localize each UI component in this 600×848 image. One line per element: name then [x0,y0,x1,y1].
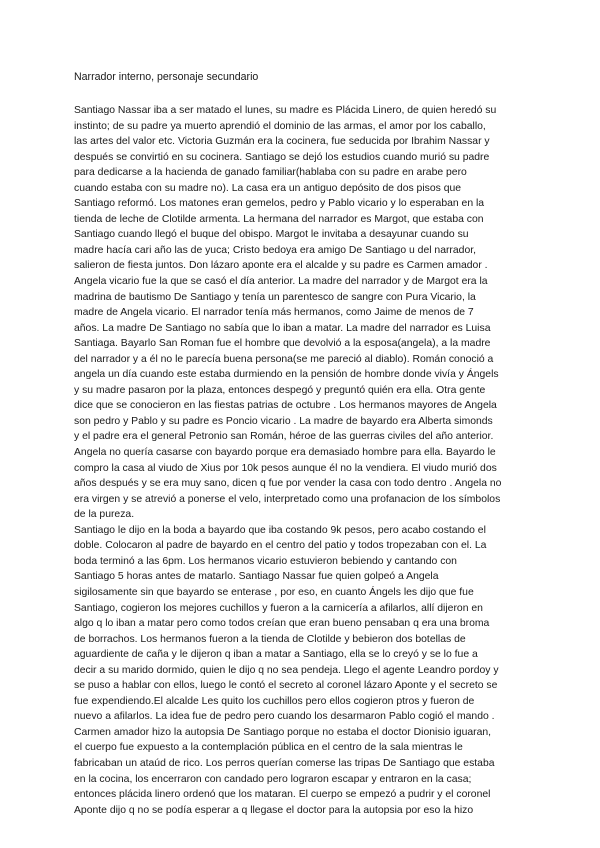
text-line: entonces plácida linero ordenó que los mataran. El cuerpo se empezó a pudrir y el coronel [74,789,491,801]
text-line: madre de Angela vicario. El narrador tenía más hermanos, como Jaime de menos de 7 [74,307,474,319]
text-line: las artes del valor etc. Victoria Guzmán era la cocinera, fue seducida por Ibrahim Nassar y [74,136,490,148]
text-line: madrina de bautismo De Santiago y tenía un parentesco de sangre con Pura Vicario, la [74,291,476,303]
text-line: decir a su marido dormido, quien le dijo q no sea pendeja. Llego el agente Leandro pordoy y [74,664,499,676]
text-line: del narrador y a él no le parecía buena persona(se me pareció al diablo). Román conoció a [74,353,494,365]
text-line: aguardiente de caña y le dijeron q iban a matar a Santiago, ella se lo creyó y se lo fue a [74,649,478,661]
text-line: angela un día cuando este estaba durmiendo en la pensión de hombre donde vivía y Ángels [74,369,499,381]
text-line: Carmen amador hizo la autopsia De Santiago porque no estaba el doctor Dionisio iguaran, [74,726,492,738]
text-line: fue expendiendo.El alcalde Les quito los cuchillos pero ellos cogieron ptros y fueron de [74,695,475,707]
text-line: Angela no quería casarse con bayardo porque era demasiado hombre para ella. Bayardo le [74,447,496,459]
text-line: era virgen y se atrevió a ponerse el velo, interpretado como una profanacion de los símbolos [74,493,501,505]
text-line: fabricaban un ataúd de rico. Los perros querían comerse las tripas De Santiago que estaba [74,757,495,769]
text-line: Santiago Nassar iba a ser matado el lunes, su madre es Plácida Linero, de quien heredó su [74,105,497,116]
text-line: cuando estaba con su madre no). La casa era un antiguo depósito de dos pisos que [74,182,462,194]
text-line: Santiago le dijo en la boda a bayardo que iba costando 9k pesos, pero acabo costando el [74,524,486,536]
document-body [74,103,544,818]
text-line: años después y se era muy sano, dicen q fue por vender la casa con todo dentro . Angela no [74,478,502,490]
text-line: de borrachos. Los hermanos fueron a la tienda de Clotilde y bebieron dos botellas de [74,633,466,645]
text-line: tienda de leche de Clotilde armenta. La hermana del narrador es Margot, que estaba con [74,213,484,225]
text-line: son pedro y Pablo y su padre es Poncio vicario . La madre de bayardo era Alberta simonds [74,415,493,427]
text-line: para dedicarse a la hacienda de ganado familiar(hablaba con su padre en arabe pero [74,167,467,179]
text-line: Santiago cuando llegó el buque del obispo. Margot le invitaba a desayunar cuando su [74,229,469,241]
text-line: nuevo a afilarlos. La idea fue de pedro pero cuando los desarmaron Pablo cogió el mando . [74,711,495,723]
text-line: después se convirtió en su cocinera. Santiago se dejó los estudios cuando murió su padre [74,151,490,163]
text-line: de la pureza. [74,509,135,521]
text-line: Santiago 5 horas antes de matarlo. Santiago Nassar fue quien golpeó a Angela [74,571,439,583]
text-line: madre hacía cari año las de yuca; Cristo bedoya era amigo De Santiago u del narrador, [74,244,477,256]
text-line: Angela vicario fue la que se casó el día anterior. La madre del narrador y de Margot era la [74,276,488,288]
text-line: algo q lo iban a matar pero como todos creían que eran bueno pensaban q era una broma [74,618,490,630]
text-line: instinto; de su padre ya muerto aprendió el dominio de las armas, el amor por los caballo, [74,120,486,132]
text-line: Santiaga. Bayarlo San Roman fue el hombre que devolvió a la esposa(angela), a la madre [74,338,491,350]
document-heading: Narrador interno, personaje secundario [74,71,259,83]
text-line: compro la casa al viudo de Xius por 10k pesos aunque él no la vendiera. El viudo murió dos [74,462,497,474]
text-line: años. La madre De Santiago no sabía que lo iban a matar. La madre del narrador es Luisa [74,322,491,334]
text-line: sigilosamente sin que bayardo se enterase , por eso, en cuanto Ángels les dijo que fue [74,586,474,598]
text-line: dice que se conocieron en las fiestas patrias de octubre . Los hermanos mayores de Angela [74,400,497,412]
text-line: se puso a hablar con ellos, luego le contó el secreto al coronel lázaro Aponte y el secreto se [74,680,498,692]
text-line: salieron de fiesta juntos. Don lázaro aponte era el alcalde y su padre es Carmen amador . [74,260,488,272]
text-line: Aponte dijo q no se podía esperar a q llegase el doctor para la autopsia por eso la hizo [74,804,474,816]
text-line: y su madre pasaron por la plaza, entonces despegó y preguntó quién era ella. Otra gente [74,384,486,396]
text-line: y el padre era el general Petronio san Román, héroe de las guerras civiles del año anterior. [74,431,494,443]
text-line: doble. Colocaron al padre de bayardo en el centro del patio y todos tropezaban con el. La [74,540,487,552]
text-line: el cuerpo fue expuesto a la contemplación pública en el centro de la sala mientras le [74,742,463,754]
text-line: boda terminó a las 6pm. Los hermanos vicario estuvieron bebiendo y cantando con [74,555,457,567]
text-line: en la cocina, los encerraron con candado pero lograron escapar y entraron en la casa; [74,773,472,785]
text-line: Santiago reformó. Los matones eran gemelos, pedro y Pablo vicario y lo esperaban en la [74,198,485,210]
text-line: Santiago, cogieron los mejores cuchillos y fueron a la carnicería a afilarlos, allí dijeron en [74,602,483,614]
